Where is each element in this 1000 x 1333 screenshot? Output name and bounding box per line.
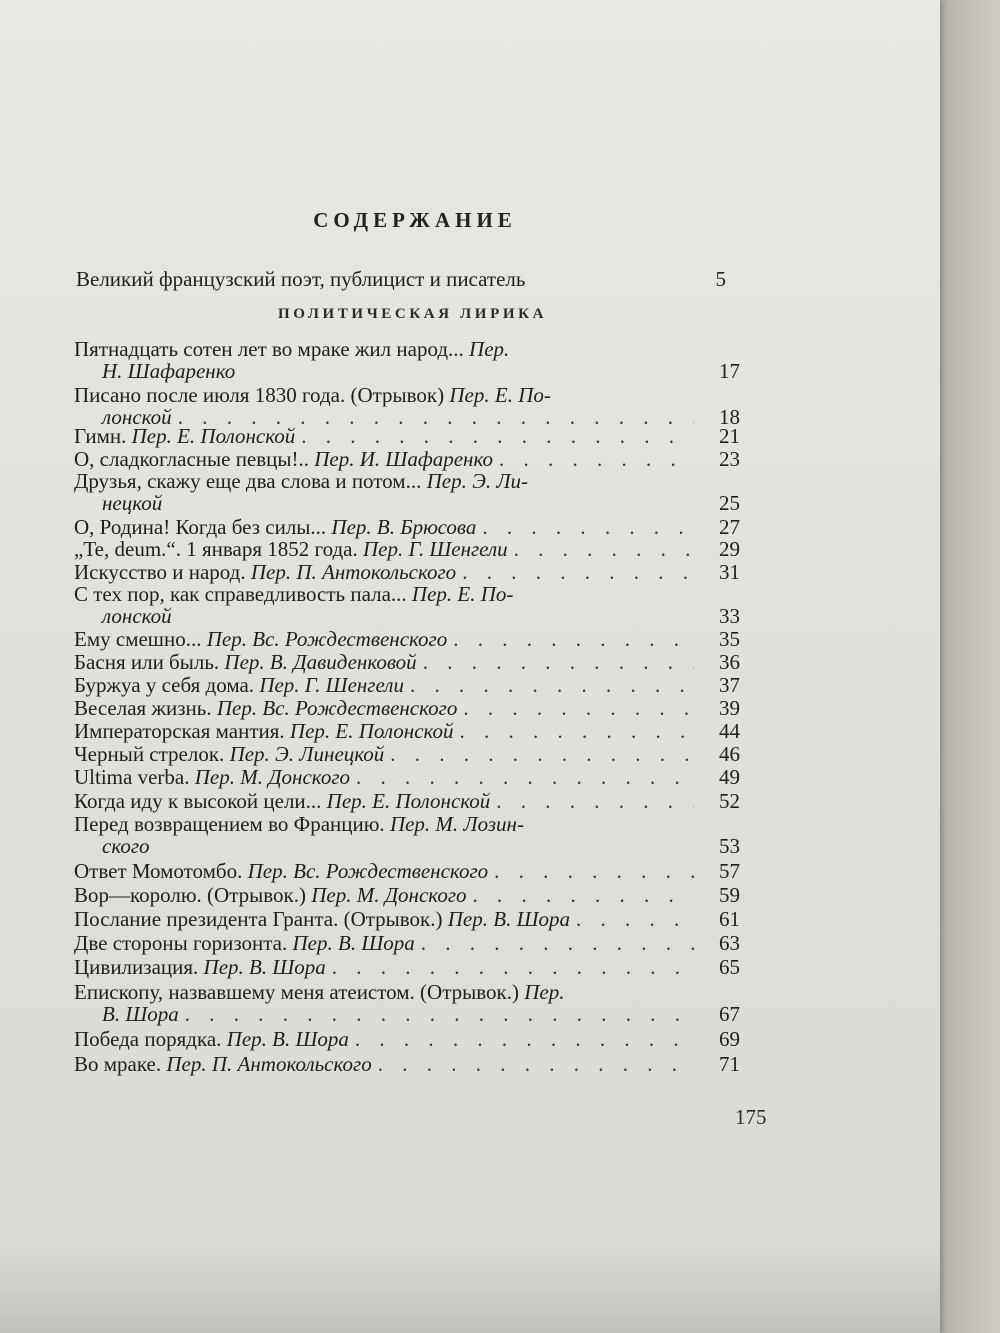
toc-entry xyxy=(74,813,740,857)
entry-translator-cont: нецкой xyxy=(102,491,163,515)
entry-title: Буржуа у себя дома. xyxy=(74,673,255,697)
entry-translator: Пер. Г. Шенгели xyxy=(254,673,404,697)
entry-title: „Te, deum.“. 1 января 1852 года. xyxy=(74,537,358,561)
entry-title: Гимн. xyxy=(74,424,127,448)
toc-entry xyxy=(74,766,740,788)
entry-page: 44 xyxy=(719,719,740,743)
entry-translator-cont: лонской xyxy=(102,604,172,628)
entry-page: 52 xyxy=(719,789,740,813)
entry-title: Пятнадцать сотен лет во мраке жил народ... xyxy=(74,337,464,361)
entry-translator: Пер. Г. Шенгели xyxy=(357,537,508,561)
entry-title: Победа порядка. xyxy=(74,1027,222,1051)
toc-entry xyxy=(74,908,740,930)
toc-entry xyxy=(74,860,740,882)
entry-translator: Пер. Э. Ли- xyxy=(421,469,529,493)
entry-title: Епископу, назвавшему меня атеистом. (Отрывок.) xyxy=(74,980,519,1004)
entry-translator-cont: В. Шора xyxy=(102,1002,179,1026)
entry-translator: Пер. Е. По- xyxy=(444,383,551,407)
entry-title: Искусство и народ. xyxy=(74,560,246,584)
toc-entry xyxy=(74,583,740,627)
entry-translator: Пер. М. Донского xyxy=(305,883,467,907)
entry-title: Ответ Момотомбо. xyxy=(74,859,243,883)
page-title: СОДЕРЖАНИЕ xyxy=(313,208,517,232)
intro-page: 5 xyxy=(715,267,726,291)
entry-title: Ему смешно... xyxy=(74,627,202,651)
toc-entry xyxy=(74,743,740,765)
toc-entry xyxy=(74,470,740,514)
entry-page: 65 xyxy=(719,955,740,979)
entry-title: Писано после июля 1830 года. (Отрывок) xyxy=(74,383,445,407)
entry-translator-cont: Н. Шафаренко xyxy=(102,359,236,383)
entry-page: 25 xyxy=(719,491,740,515)
section-heading: ПОЛИТИЧЕСКАЯ ЛИРИКА xyxy=(277,306,548,322)
entry-page: 49 xyxy=(719,765,740,789)
entry-title: О, Родина! Когда без силы... xyxy=(74,515,327,539)
entry-page: 63 xyxy=(719,931,740,955)
entry-title: Веселая жизнь. xyxy=(74,696,212,720)
toc-entry xyxy=(74,1053,740,1075)
page-shadow xyxy=(0,1240,940,1333)
toc-entry xyxy=(74,651,740,673)
entry-title: Басня или быль. xyxy=(74,650,220,674)
entry-translator: Пер. Вс. Рождественского xyxy=(201,627,448,651)
toc-entry xyxy=(74,448,740,470)
entry-page: 61 xyxy=(719,907,740,931)
entry-translator: Пер. Е. Полонской xyxy=(321,789,491,813)
entry-translator-cont: лонской xyxy=(102,405,172,429)
toc-entry xyxy=(74,697,740,719)
entry-translator: Пер. П. Антокольского xyxy=(161,1052,372,1076)
entry-page: 71 xyxy=(719,1052,740,1076)
entry-title: Ultima verba. xyxy=(74,765,190,789)
entry-title: Послание президента Гранта. (Отрывок.) xyxy=(74,907,443,931)
entry-title: Цивилизация. xyxy=(74,955,199,979)
toc-entry xyxy=(74,981,740,1025)
entry-page: 36 xyxy=(719,650,740,674)
entry-translator: Пер. В. Шора xyxy=(221,1027,349,1051)
toc-entry xyxy=(74,956,740,978)
entry-page: 17 xyxy=(719,359,740,383)
entry-translator: Пер. М. Донского xyxy=(189,765,351,789)
entry-page: 29 xyxy=(719,537,740,561)
entry-title: Во мраке. xyxy=(74,1052,162,1076)
entry-translator: Пер. Е. Полонской xyxy=(126,424,296,448)
entry-page: 46 xyxy=(719,742,740,766)
entry-translator: Пер. Е. Полонской xyxy=(284,719,454,743)
entry-translator: Пер. Е. По- xyxy=(406,582,514,606)
entry-page: 35 xyxy=(719,627,740,651)
entry-title: Друзья, скажу еще два слова и потом... xyxy=(74,469,422,493)
entry-page: 23 xyxy=(719,447,740,471)
intro-text: Великий французский поэт, публицист и писатель xyxy=(76,267,526,291)
toc-entry xyxy=(74,561,740,583)
entry-page: 67 xyxy=(719,1002,740,1026)
toc-entry xyxy=(74,384,740,428)
entry-title: Две стороны горизонта. xyxy=(74,931,288,955)
entry-translator: Пер. В. Брюсова xyxy=(326,515,477,539)
toc-entry xyxy=(74,674,740,696)
entry-title: С тех пор, как справедливость пала... xyxy=(74,582,407,606)
entry-page: 33 xyxy=(719,604,740,628)
entry-title: Когда иду к высокой цели... xyxy=(74,789,322,813)
entry-page: 27 xyxy=(719,515,740,539)
toc-entry xyxy=(74,516,740,538)
toc-entry xyxy=(74,538,740,560)
entry-translator: Пер. xyxy=(518,980,565,1004)
intro-entry xyxy=(76,267,726,292)
entry-page: 53 xyxy=(719,834,740,858)
entry-title: О, сладкогласные певцы!.. xyxy=(74,447,310,471)
entry-translator: Пер. Вс. Рождественского xyxy=(242,859,489,883)
entry-page: 39 xyxy=(719,696,740,720)
entry-translator: Пер. В. Шора xyxy=(442,907,570,931)
entry-title: Черный стрелок. xyxy=(74,742,225,766)
entry-translator: Пер. xyxy=(463,337,510,361)
entry-title: Императорская мантия. xyxy=(74,719,285,743)
entry-title: Вор—королю. (Отрывок.) xyxy=(74,883,306,907)
entry-translator: Пер. И. Шафаренко xyxy=(309,447,493,471)
entry-translator: Пер. В. Давиденковой xyxy=(219,650,417,674)
entry-translator-cont: ского xyxy=(102,834,150,858)
entry-translator: Пер. П. Антокольского xyxy=(245,560,457,584)
entry-page: 21 xyxy=(719,424,740,448)
entry-translator: Пер. М. Лозин- xyxy=(384,812,524,836)
entry-translator: Пер. Э. Линецкой xyxy=(224,742,385,766)
entry-title: Перед возвращением во Францию. xyxy=(74,812,385,836)
entry-page: 18 xyxy=(719,405,740,429)
entry-page: 57 xyxy=(719,859,740,883)
entry-translator: Пер. В. Шора xyxy=(287,931,415,955)
entry-translator: Пер. Вс. Рождественского xyxy=(211,696,458,720)
toc-entry xyxy=(74,425,740,447)
toc-entry xyxy=(74,1028,740,1050)
toc-entry xyxy=(74,790,740,812)
toc-entry xyxy=(74,628,740,650)
toc-entry xyxy=(74,338,740,382)
toc-entry xyxy=(74,884,740,906)
entry-page: 69 xyxy=(719,1027,740,1051)
toc-entry xyxy=(74,932,740,954)
entry-page: 59 xyxy=(719,883,740,907)
entry-translator: Пер. В. Шора xyxy=(198,955,326,979)
entry-page: 37 xyxy=(719,673,740,697)
toc-entry xyxy=(74,720,740,742)
page-number: 175 xyxy=(735,1105,767,1129)
entry-page: 31 xyxy=(719,560,740,584)
